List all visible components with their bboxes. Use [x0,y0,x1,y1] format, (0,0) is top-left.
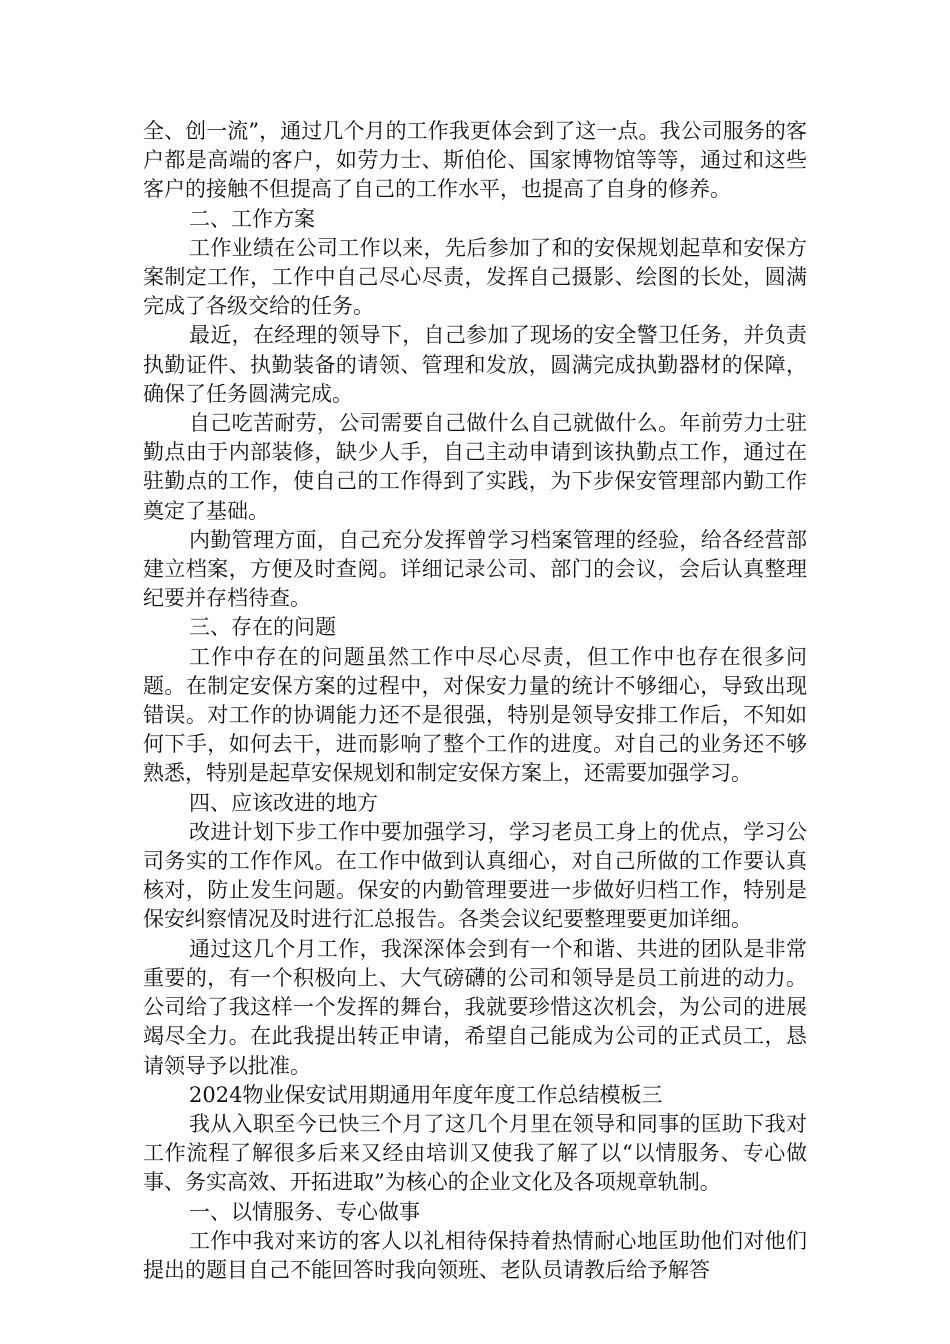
paragraph-conclusion: 通过这几个月工作，我深深体会到有一个和谐、共进的团队是非常重要的，有一个积极向上、大气磅礴的公司和领导是员工前进的动力。公司给了我这样一个发挥的舞台，我就要珍惜这次机会，为公司的进展竭尽全力。在此我提出转正申请，希望自己能成为公司的正式员工，恳请领导予以批准。 [143,936,807,1078]
section-heading-problems: 三、存在的问题 [189,615,336,640]
template-title: 2024物业保安试用期通用年度年度工作总结模板三 [189,1082,663,1107]
document-page [143,117,807,1285]
paragraph-service: 工作中我对来访的客人以礼相待保持着热情耐心地匡助他们对他们提出的题目自己不能回答时我向领班、老队员请教后给予解答 [143,1228,807,1282]
section-heading-improvements: 四、应该改进的地方 [189,790,378,815]
paragraph-hardworking: 自己吃苦耐劳，公司需要自己做什么自己就做什么。年前劳力士驻勤点由于内部装修，缺少人手，自己主动申请到该执勤点工作，通过在驻勤点的工作，使自己的工作得到了实践，为下步保安管理部内勤工作奠定了基础。 [143,411,807,523]
paragraph-recent-tasks: 最近，在经理的领导下，自己参加了现场的安全警卫任务，并负责执勤证件、执勤装备的请领、管理和发放，圆满完成执勤器材的保障，确保了任务圆满完成。 [143,323,807,406]
section-heading-service: 一、以情服务、专心做事 [189,1199,420,1224]
paragraph-work-achievements: 工作业绩在公司工作以来，先后参加了和的安保规划起草和安保方案制定工作，工作中自己尽心尽责，发挥自己摄影、绘图的长处，圆满完成了各级交给的任务。 [143,235,807,319]
paragraph-intro-continued: 全、创一流”，通过几个月的工作我更体会到了这一点。我公司服务的客户都是高端的客户，如劳力士、斯伯伦、国家博物馆等等，通过和这些客户的接触不但提高了自己的工作水平，也提高了自身的修养。 [143,119,807,202]
paragraph-template-intro: 我从入职至今已快三个月了这几个月里在领导和同事的匡助下我对工作流程了解很多后来又经由培训又使我了解了以“以情服务、专心做事、务实高效、开拓进取”为核心的企业文化及各项规章轨制。 [143,1111,807,1195]
section-heading-work-plan: 二、工作方案 [189,206,315,231]
paragraph-problems: 工作中存在的问题虽然工作中尽心尽责，但工作中也存在很多问题。在制定安保方案的过程中，对保安力量的统计不够细心，导致出现错误。对工作的协调能力还不是很强，特别是领导安排工作后，不知如何下手，如何去干，进而影响了整个工作的进度。对自己的业务还不够熟悉，特别是起草安保规划和制定安保方案上，还需要加强学习。 [143,644,807,786]
paragraph-internal-management: 内勤管理方面，自己充分发挥曾学习档案管理的经验，给各经营部建立档案，方便及时查阅。详细记录公司、部门的会议，会后认真整理纪要并存档待查。 [143,527,807,611]
paragraph-improvement-plan: 改进计划下步工作中要加强学习，学习老员工身上的优点，学习公司务实的工作作风。在工作中做到认真细心，对自己所做的工作要认真核对，防止发生问题。保安的内勤管理要进一步做好归档工作，特别是保安纠察情况及时进行汇总报告。各类会议纪要整理要更加详细。 [143,819,807,932]
